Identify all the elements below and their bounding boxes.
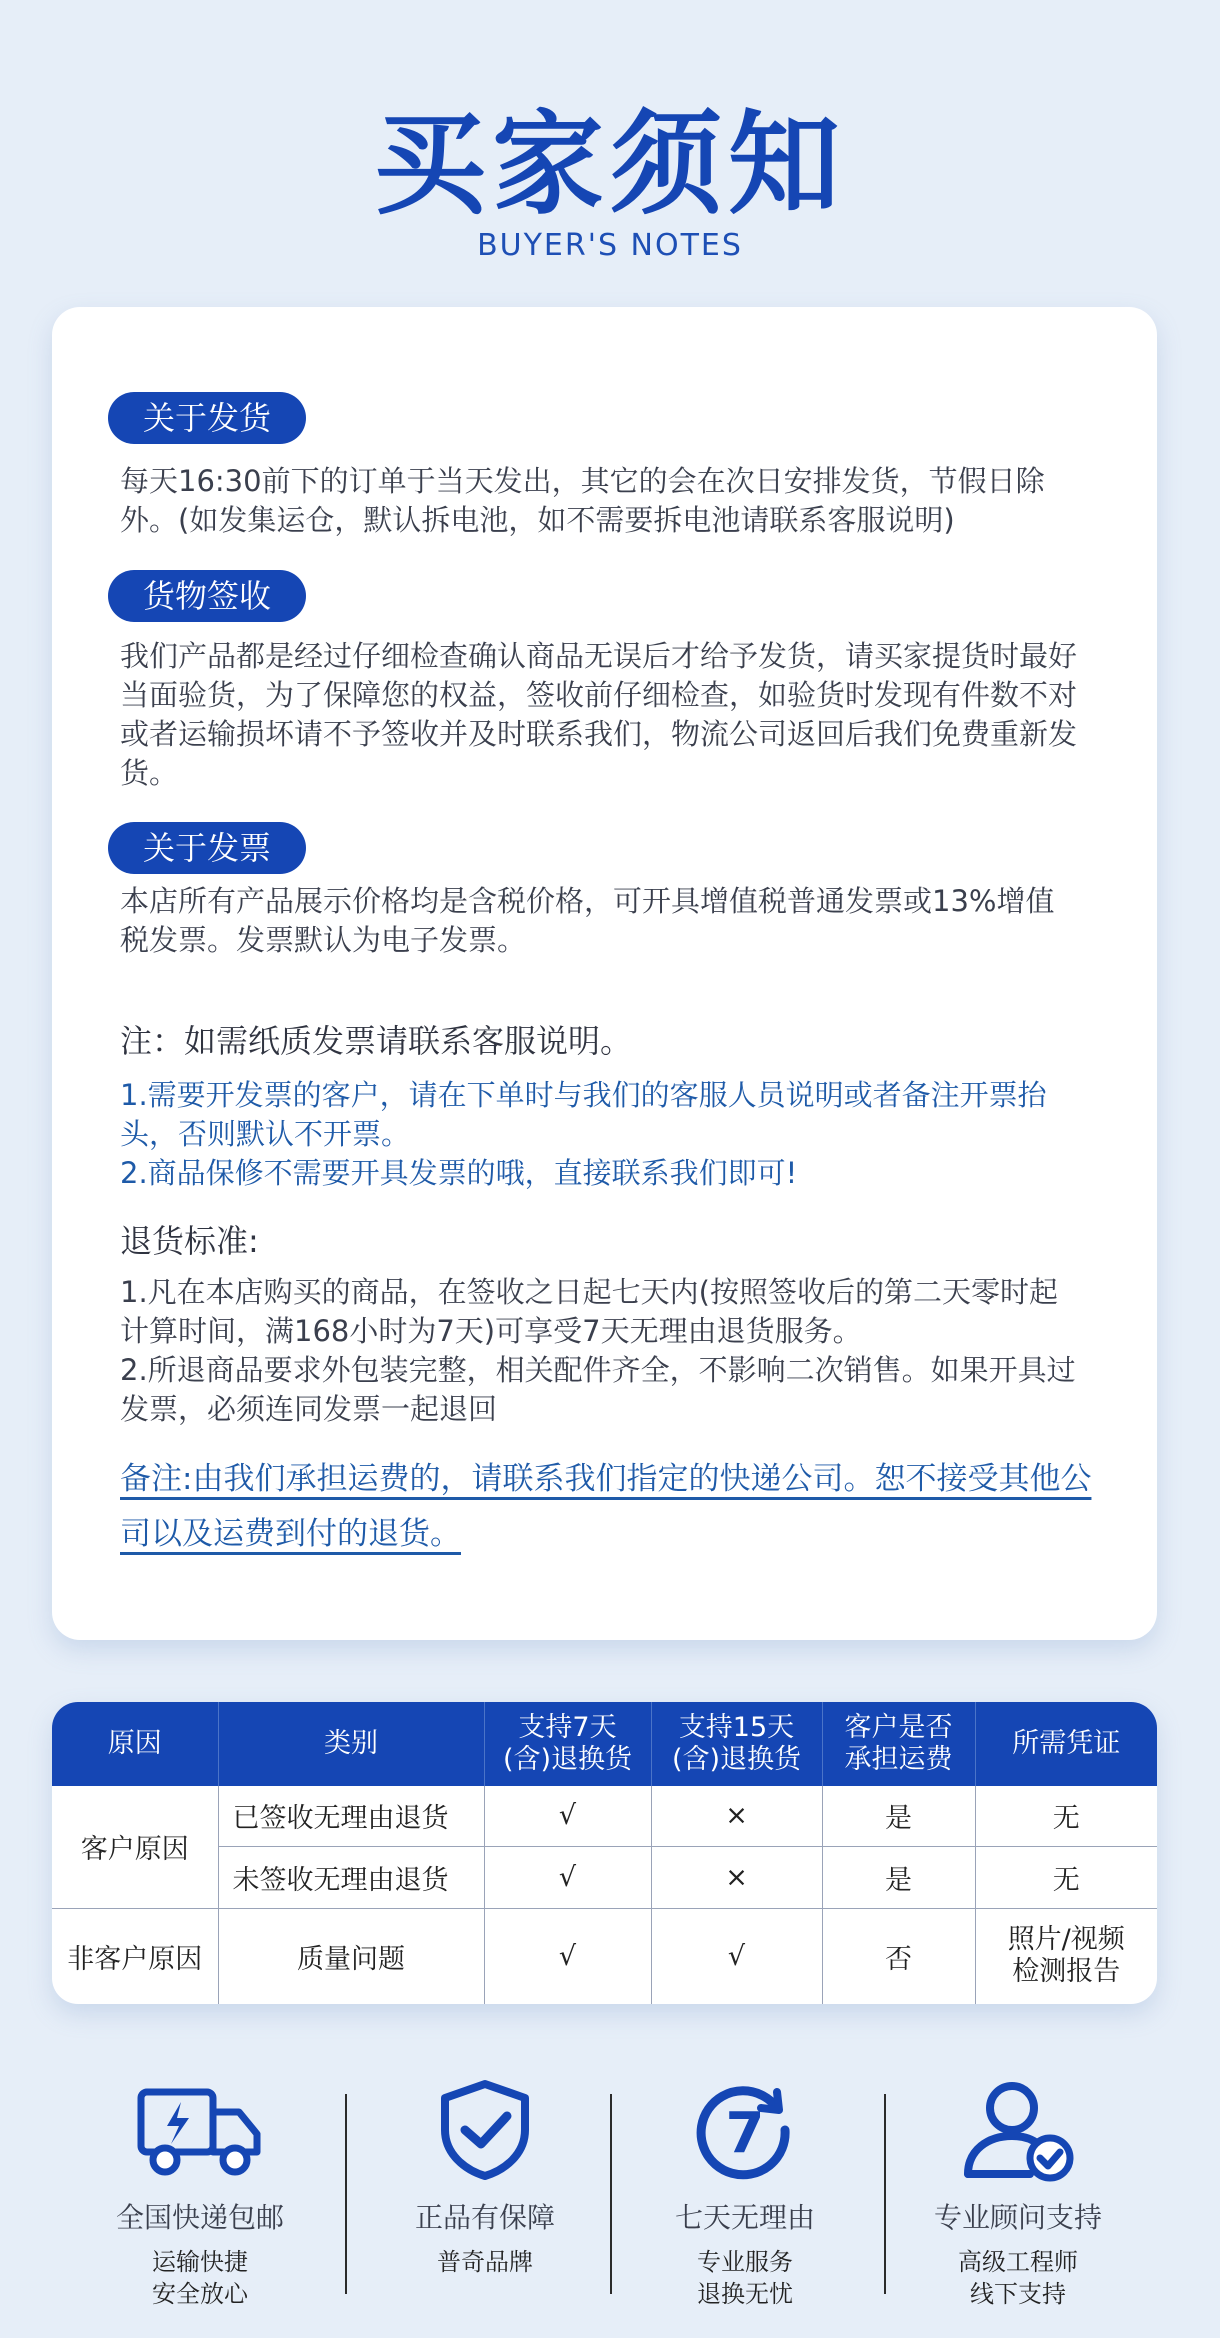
- section-label-receipt: 货物签收: [108, 570, 306, 622]
- return-policy-line-1: 1.凡在本店购买的商品，在签收之日起七天内(按照签收后的第二天零时起计算时间，满168小时为7天)可享受7天无理由退货服务。: [120, 1275, 1058, 1348]
- row-fee: 是: [822, 1846, 975, 1908]
- table-header-row: [52, 1702, 1157, 1786]
- invoice-note-line-2: 2.商品保修不需要开具发票的哦，直接联系我们即可!: [120, 1156, 798, 1190]
- return-policy-head: 退货标准:: [120, 1222, 259, 1260]
- group-customer-reason: 客户原因: [52, 1786, 218, 1908]
- feature-free-shipping: [70, 2072, 330, 2310]
- feature-genuine: [355, 2072, 615, 2278]
- seven-days-icon: [615, 2072, 875, 2182]
- invoice-note-head: 注：如需纸质发票请联系客服说明。: [120, 1022, 633, 1060]
- shipping-text: 每天16:30前下的订单于当天发出，其它的会在次日安排发货，节假日除外。(如发集运仓，默认拆电池，如不需要拆电池请联系客服说明): [120, 464, 1045, 537]
- header-7days: 支持7天 (含)退换货: [484, 1702, 651, 1786]
- feature-title: 专业顾问支持: [933, 2201, 1102, 2234]
- page-title: 买家须知: [374, 100, 846, 230]
- row-7days: √: [484, 1786, 651, 1846]
- row-15days: √: [651, 1908, 822, 2004]
- row-category: 质量问题: [218, 1908, 484, 2004]
- row-7days: √: [484, 1908, 651, 2004]
- header-shipping-fee: 客户是否 承担运费: [822, 1702, 975, 1786]
- delivery-truck-icon: [70, 2072, 330, 2182]
- section-label-invoice: 关于发票: [108, 822, 306, 874]
- feature-subtitle: 高级工程师 线下支持: [958, 2248, 1078, 2308]
- table-row: [52, 1786, 1157, 1846]
- row-proof: 无: [975, 1786, 1157, 1846]
- row-15days: ×: [651, 1846, 822, 1908]
- header-proof: 所需凭证: [975, 1702, 1157, 1786]
- group-non-customer-reason: 非客户原因: [52, 1908, 218, 2004]
- invoice-text: 本店所有产品展示价格均是含税价格，可开具增值税普通发票或13%增值税发票。发票默认为电子发票。: [120, 884, 1055, 957]
- feature-subtitle: 运输快捷 安全放心: [152, 2248, 248, 2308]
- section-label-shipping: 关于发货: [108, 392, 306, 444]
- return-table: [52, 1702, 1157, 2004]
- feature-subtitle: 普奇品牌: [437, 2248, 533, 2276]
- receipt-text: 我们产品都是经过仔细检查确认商品无误后才给予发货，请买家提货时最好当面验货，为了保障您的权益，签收前仔细检查，如验货时发现有件数不对或者运输损坏请不予签收并及时联系我们，物流公司返回后我们免费重新发货。: [120, 639, 1078, 790]
- row-proof: 无: [975, 1846, 1157, 1908]
- row-proof: 照片/视频 检测报告: [1007, 1924, 1125, 1988]
- feature-seven-days: [615, 2072, 875, 2310]
- consultant-icon: [888, 2072, 1148, 2182]
- feature-consultant: [888, 2072, 1148, 2310]
- table-row: [52, 1846, 1157, 1908]
- feature-title: 全国快递包邮: [115, 2201, 284, 2234]
- row-category: 未签收无理由退货: [218, 1846, 484, 1908]
- feature-title: 正品有保障: [414, 2201, 555, 2234]
- feature-title: 七天无理由: [674, 2201, 815, 2234]
- page-subtitle: BUYER'S NOTES: [477, 228, 743, 263]
- row-fee: 是: [822, 1786, 975, 1846]
- feature-subtitle: 专业服务 退换无忧: [697, 2248, 793, 2308]
- row-7days: √: [484, 1846, 651, 1908]
- feature-divider: [884, 2094, 886, 2294]
- row-15days: ×: [651, 1786, 822, 1846]
- feature-divider: [345, 2094, 347, 2294]
- remark-link[interactable]: 备注:由我们承担运费的，请联系我们指定的快递公司。恕不接受其他公司以及运费到付的退货。: [120, 1461, 1092, 1552]
- svg-text:7: 7: [725, 2101, 765, 2166]
- invoice-note-line-1: 1.需要开发票的客户，请在下单时与我们的客服人员说明或者备注开票抬头，否则默认不开票。: [120, 1078, 1047, 1151]
- header-category: 类别: [218, 1702, 484, 1786]
- return-policy-line-2: 2.所退商品要求外包装完整，相关配件齐全，不影响二次销售。如果开具过发票，必须连同发票一起退回: [120, 1353, 1076, 1426]
- feature-divider: [610, 2094, 612, 2294]
- shield-check-icon: [355, 2072, 615, 2182]
- table-row: [52, 1908, 1157, 2004]
- header-reason: 原因: [52, 1702, 218, 1786]
- row-category: 已签收无理由退货: [218, 1786, 484, 1846]
- row-fee: 否: [822, 1908, 975, 2004]
- header-15days: 支持15天 (含)退换货: [651, 1702, 822, 1786]
